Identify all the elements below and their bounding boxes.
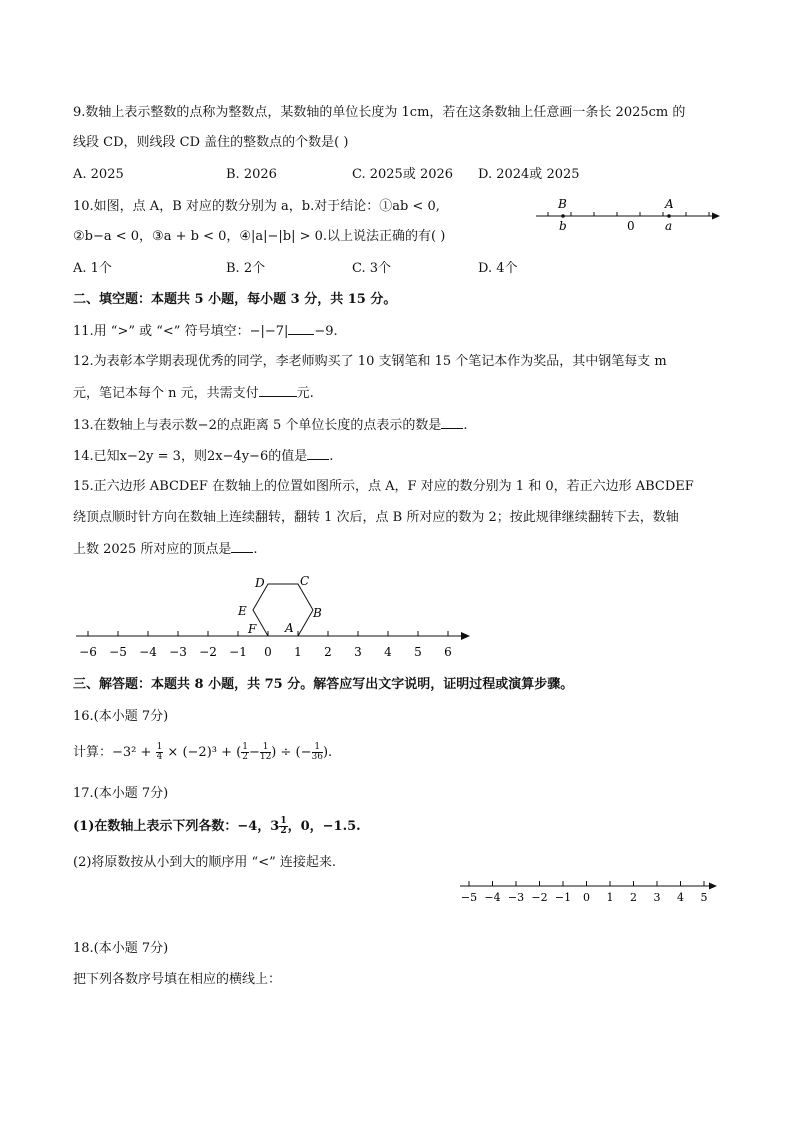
q10-option-b: B. 2个 bbox=[226, 261, 266, 276]
vertex-F: F bbox=[248, 622, 257, 636]
fraction-1-36: $\frac{1}{36}$ bbox=[311, 742, 323, 762]
section-2-heading: 二、填空题：本题共 5 小题，每小题 3 分，共 15 分。 bbox=[73, 292, 397, 307]
q15-tick-label: 2 bbox=[324, 645, 332, 659]
q16-expression bbox=[73, 740, 332, 766]
q9-line2: 线段 CD，则线段 CD 盖住的整数点的个数是( ) bbox=[73, 135, 349, 150]
q15-tick-label: 3 bbox=[354, 645, 362, 659]
q13-tail: . bbox=[463, 418, 468, 433]
q17-tick-label: 0 bbox=[583, 891, 590, 904]
q11-tail: −9. bbox=[314, 324, 338, 339]
q17-part1 bbox=[73, 815, 361, 839]
q17-tick-label: −3 bbox=[507, 891, 525, 904]
q17-part1-tail: ，0，−1.5. bbox=[287, 819, 361, 834]
q9-option-b: B. 2026 bbox=[226, 167, 277, 182]
q15-tick-label: −5 bbox=[109, 645, 127, 659]
q15-tick-label: −6 bbox=[79, 645, 97, 659]
vertex-A: A bbox=[285, 621, 294, 635]
q12-text: 元，笔记本每个 n 元，共需支付 bbox=[73, 386, 259, 401]
q13-text: 13.在数轴上与表示数−2的点距离 5 个单位长度的点表示的数是 bbox=[73, 418, 442, 433]
fraction-1-4: $\frac{1}{4}$ bbox=[156, 742, 163, 762]
q15-tick-label: 0 bbox=[264, 645, 272, 659]
q9-option-d: D. 2024或 2025 bbox=[478, 167, 580, 182]
q17-tick-label: −5 bbox=[460, 891, 478, 904]
q12-tail: 元. bbox=[296, 386, 314, 401]
q13-answer-blank bbox=[441, 416, 463, 429]
q15-tick-label: 4 bbox=[384, 645, 392, 659]
label-a: a bbox=[665, 219, 673, 233]
q15-tick-label: −2 bbox=[199, 645, 217, 659]
fraction-1-12: $\frac{1}{12}$ bbox=[259, 742, 272, 762]
q12-line2 bbox=[73, 384, 314, 403]
q15-answer-blank bbox=[231, 540, 253, 553]
q11-text: 11.用 “>” 或 “<” 符号填空：−|−7| bbox=[73, 324, 289, 339]
q17-tick-label: 2 bbox=[630, 891, 637, 904]
q12-line1: 12.为表彰本学期表现优秀的同学，李老师购买了 10 支钢笔和 15 个笔记本作为奖品，其中钢笔每支 m bbox=[73, 354, 667, 369]
q10-option-d: D. 4个 bbox=[478, 261, 518, 276]
q15-tick-label: 1 bbox=[294, 645, 302, 659]
q16-minus: − bbox=[248, 745, 260, 760]
label-b: b bbox=[559, 219, 567, 233]
q14-answer-blank bbox=[307, 447, 329, 460]
regular-hexagon bbox=[253, 584, 313, 636]
q15-line2: 绕顶点顺时针方向在数轴上连续翻转，翻转 1 次后，点 B 所对应的数为 2；按此规律继续翻转下去，数轴 bbox=[73, 510, 679, 525]
q15-tail: . bbox=[253, 542, 258, 557]
q15-line3 bbox=[73, 540, 258, 559]
section-3-heading: 三、解答题：本题共 8 小题，共 75 分。解答应写出文字说明，证明过程或演算步骤。 bbox=[73, 677, 574, 692]
vertex-B: B bbox=[313, 606, 322, 620]
q15-line1: 15.正六边形 ABCDEF 在数轴上的位置如图所示，点 A，F 对应的数分别为 1 和 0，若正六边形 ABCDEF bbox=[73, 479, 694, 494]
point-b-dot bbox=[561, 214, 565, 218]
point-a-dot bbox=[667, 214, 671, 218]
q15-tick-label: −4 bbox=[139, 645, 157, 659]
q17-tick-label: 5 bbox=[700, 891, 708, 904]
q15-text: 上数 2025 所对应的顶点是 bbox=[73, 542, 232, 557]
q16-expr-c: ) ÷ (− bbox=[271, 745, 312, 760]
q15-hexagon-figure bbox=[70, 570, 476, 662]
q10-option-a: A. 1个 bbox=[73, 261, 112, 276]
q9-line1: 9.数轴上表示整数的点称为整数点，某数轴的单位长度为 1cm，若在这条数轴上任意画一条长 2025cm 的 bbox=[73, 105, 686, 120]
q14-line bbox=[73, 447, 333, 466]
q13-line bbox=[73, 416, 468, 435]
q14-tail: . bbox=[329, 449, 334, 464]
q17-tick-label: −1 bbox=[554, 891, 572, 904]
vertex-D: D bbox=[255, 576, 265, 590]
label-zero: 0 bbox=[627, 219, 635, 233]
q16-heading: 16.(本小题 7分) bbox=[73, 709, 169, 724]
q10-number-line-figure bbox=[530, 192, 724, 236]
vertex-C: C bbox=[300, 574, 310, 588]
q11-answer-blank bbox=[288, 322, 314, 335]
q9-option-c: C. 2025或 2026 bbox=[352, 167, 454, 182]
q14-text: 14.已知x−2y = 3，则2x−4y−6的值是 bbox=[73, 449, 308, 464]
q10-line1: 10.如图，点 A，B 对应的数分别为 a，b.对于结论：①ab < 0, bbox=[73, 199, 440, 214]
label-A: A bbox=[665, 197, 674, 211]
q16-expr-d: ). bbox=[322, 745, 333, 760]
q15-tick-label: 5 bbox=[414, 645, 422, 659]
q15-tick-label: −1 bbox=[229, 645, 247, 659]
q11-line bbox=[73, 322, 338, 341]
q15-tick-label: 6 bbox=[444, 645, 452, 659]
q17-tick-label: 4 bbox=[677, 891, 684, 904]
q17-heading: 17.(本小题 7分) bbox=[73, 786, 169, 801]
q16-calc-label: 计算： bbox=[73, 745, 113, 760]
mixed-number-fraction: $\frac{1}{2}$ bbox=[280, 816, 287, 836]
q15-tick-label: −3 bbox=[169, 645, 187, 659]
q17-part2: (2)将原数按从小到大的顺序用 “<” 连接起来. bbox=[73, 855, 336, 870]
q17-number-line-figure bbox=[455, 876, 723, 904]
q17-tick-label: 1 bbox=[606, 891, 614, 904]
q17-tick-label: −4 bbox=[484, 891, 501, 904]
q17-part1-text: (1)在数轴上表示下列各数：−4，3 bbox=[73, 819, 280, 834]
label-B: B bbox=[558, 197, 567, 211]
fraction-1-2: $\frac{1}{2}$ bbox=[242, 742, 248, 762]
q16-expr-b: × (−2)³ + ( bbox=[163, 745, 242, 760]
q18-line1: 把下列各数序号填在相应的横线上： bbox=[73, 972, 282, 987]
q9-option-a: A. 2025 bbox=[73, 167, 124, 182]
vertex-E: E bbox=[238, 604, 247, 618]
q12-answer-blank bbox=[259, 384, 297, 397]
q10-line2: ②b−a < 0，③a + b < 0，④|a|−|b| > 0.以上说法正确的有( ) bbox=[73, 229, 446, 244]
q10-option-c: C. 3个 bbox=[352, 261, 392, 276]
q18-heading: 18.(本小题 7分) bbox=[73, 941, 169, 956]
q17-tick-label: 3 bbox=[653, 891, 661, 904]
q16-expr-a: −3² + bbox=[112, 745, 156, 760]
q17-tick-label: −2 bbox=[531, 891, 548, 904]
